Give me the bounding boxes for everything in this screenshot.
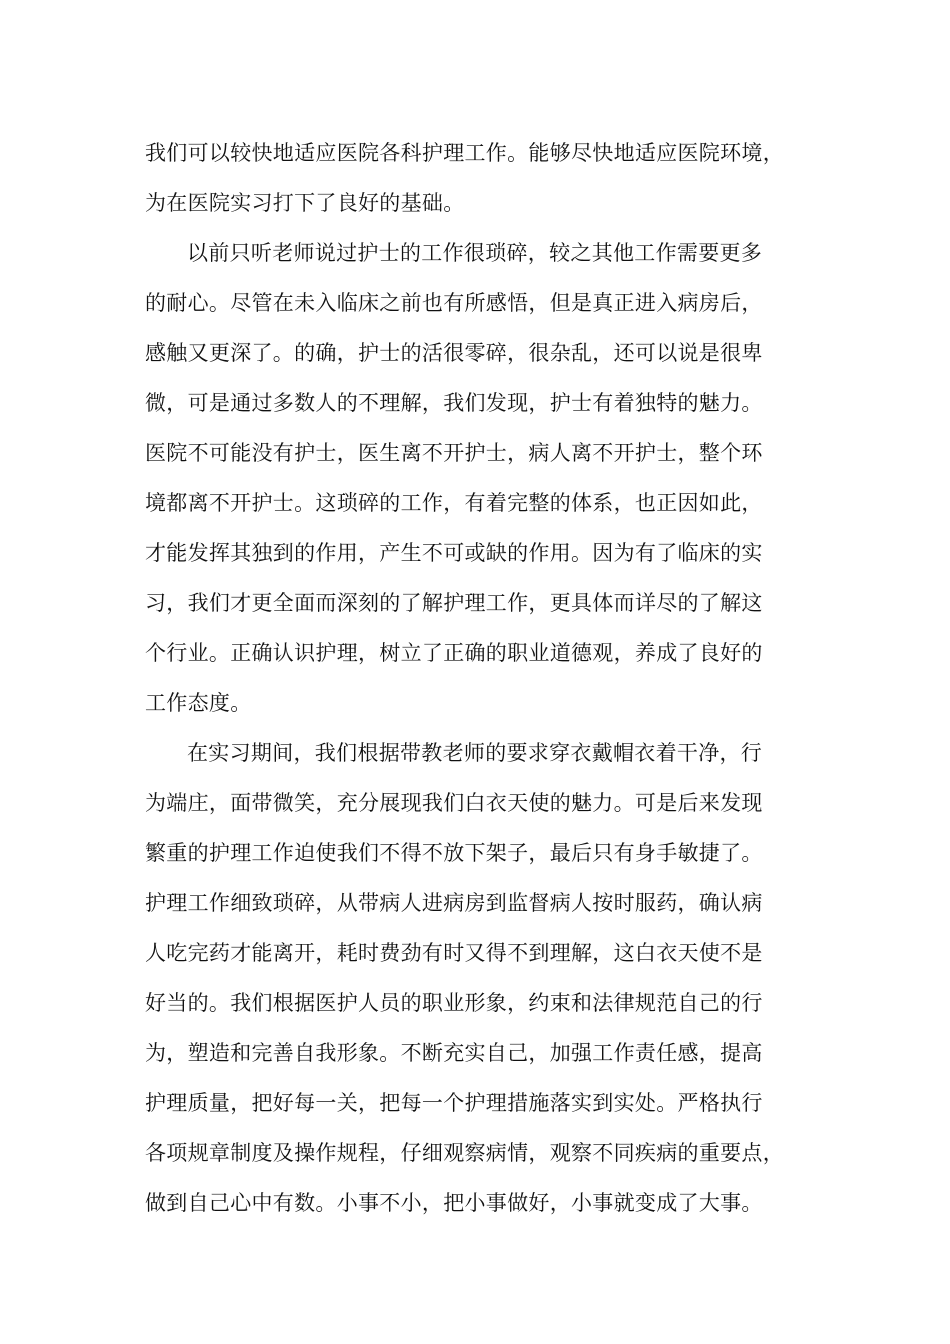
text-line: 各项规章制度及操作规程，仔细观察病情，观察不同疾病的重要点，: [145, 1141, 784, 1165]
text-line: 以前只听老师说过护士的工作很琐碎，较之其他工作需要更多: [187, 241, 763, 265]
text-line: 繁重的护理工作迫使我们不得不放下架子，最后只有身手敏捷了。: [145, 841, 763, 865]
text-line: 做到自己心中有数。小事不小，把小事做好，小事就变成了大事。: [145, 1191, 763, 1215]
document-body: [145, 128, 825, 1228]
text-line: 为端庄，面带微笑，充分展现我们白衣天使的魅力。可是后来发现: [145, 791, 763, 815]
text-line: 好当的。我们根据医护人员的职业形象，约束和法律规范自己的行: [145, 991, 763, 1015]
text-line: 为，塑造和完善自我形象。不断充实自己，加强工作责任感，提高: [145, 1041, 763, 1065]
text-line: 的耐心。尽管在未入临床之前也有所感悟，但是真正进入病房后，: [145, 291, 763, 315]
text-line: 工作态度。: [145, 691, 252, 715]
text-line: 护理工作细致琐碎，从带病人进病房到监督病人按时服药，确认病: [145, 891, 763, 915]
text-line: 境都离不开护士。这琐碎的工作，有着完整的体系，也正因如此，: [145, 491, 763, 515]
text-line: 在实习期间，我们根据带教老师的要求穿衣戴帽衣着干净，行: [187, 741, 763, 765]
text-line: 微，可是通过多数人的不理解，我们发现，护士有着独特的魅力。: [145, 391, 763, 415]
text-line: 我们可以较快地适应医院各科护理工作。能够尽快地适应医院环境，: [145, 141, 784, 165]
text-line: 为在医院实习打下了良好的基础。: [145, 191, 465, 215]
text-line: 人吃完药才能离开，耗时费劲有时又得不到理解，这白衣天使不是: [145, 941, 763, 965]
text-line: 习，我们才更全面而深刻的了解护理工作，更具体而详尽的了解这: [145, 591, 763, 615]
text-line: 护理质量，把好每一关，把每一个护理措施落实到实处。严格执行: [145, 1091, 763, 1115]
text-line: 医院不可能没有护士，医生离不开护士，病人离不开护士，整个环: [145, 441, 763, 465]
text-line: 才能发挥其独到的作用，产生不可或缺的作用。因为有了临床的实: [145, 541, 763, 565]
text-line: 个行业。正确认识护理，树立了正确的职业道德观，养成了良好的: [145, 641, 763, 665]
text-line: 感触又更深了。的确，护士的活很零碎，很杂乱，还可以说是很卑: [145, 341, 763, 365]
